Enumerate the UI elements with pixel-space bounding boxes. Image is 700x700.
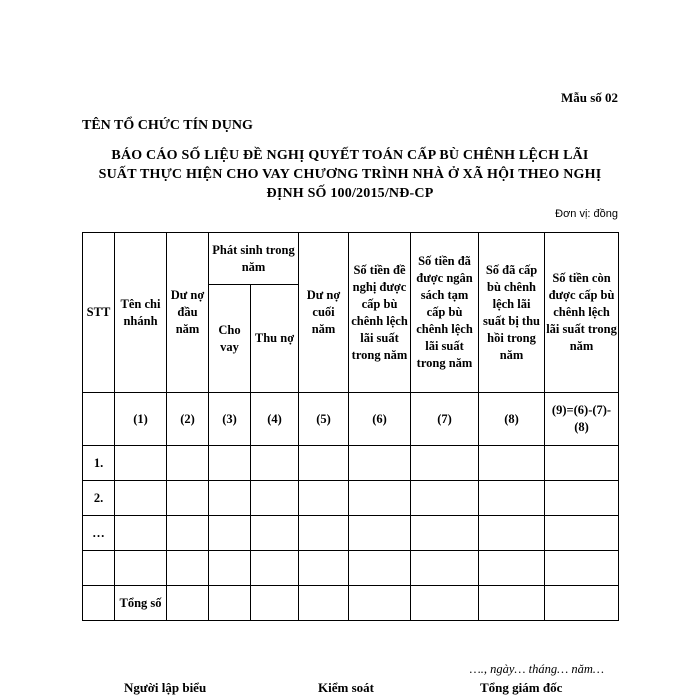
row-number: 1. xyxy=(83,446,115,481)
table-cell[interactable] xyxy=(479,446,545,481)
title-line: ĐỊNH SỐ 100/2015/NĐ-CP xyxy=(266,186,434,201)
table-row xyxy=(83,516,619,551)
form-code: Mẫu số 02 xyxy=(560,90,618,105)
table-cell[interactable] xyxy=(411,551,479,586)
index-label: (3) xyxy=(222,411,237,426)
signer-controller: Kiểm soát xyxy=(318,680,374,695)
table-cell[interactable] xyxy=(115,551,167,586)
index-cell xyxy=(545,393,619,446)
table-cell[interactable] xyxy=(209,516,251,551)
table-cell[interactable] xyxy=(479,481,545,516)
table-cell[interactable] xyxy=(545,446,619,481)
table-cell[interactable] xyxy=(251,551,299,586)
row-number: 2. xyxy=(83,481,115,516)
index-cell xyxy=(411,393,479,446)
table-cell[interactable] xyxy=(251,481,299,516)
header-advanced-amount: Số tiền đã được ngân sách tạm cấp bù chênh lệch lãi suất trong năm xyxy=(411,233,479,393)
table-cell[interactable] xyxy=(209,481,251,516)
index-cell xyxy=(299,393,349,446)
table-cell xyxy=(83,586,115,621)
header-arising: Phát sinh trong năm xyxy=(209,233,299,285)
index-label: (9)=(6)-(7)-(8) xyxy=(551,403,612,434)
table-cell[interactable] xyxy=(115,516,167,551)
header-recovered-amount: Số đã cấp bù chênh lệch lãi suất bị thu hồi trong năm xyxy=(479,233,545,393)
header-opening-balance: Dư nợ đầu năm xyxy=(167,233,209,393)
table-cell[interactable] xyxy=(299,551,349,586)
header-closing-balance: Dư nợ cuối năm xyxy=(299,233,349,393)
date-line: …., ngày… tháng… năm… xyxy=(469,662,604,676)
table-cell[interactable] xyxy=(479,551,545,586)
table-cell[interactable] xyxy=(349,481,411,516)
table-cell[interactable] xyxy=(411,446,479,481)
index-cell xyxy=(479,393,545,446)
table-cell[interactable] xyxy=(411,586,479,621)
table-cell[interactable] xyxy=(209,551,251,586)
table-cell[interactable] xyxy=(209,446,251,481)
index-label: (4) xyxy=(267,411,282,426)
table-cell[interactable] xyxy=(349,551,411,586)
table-cell[interactable] xyxy=(167,446,209,481)
table-cell[interactable] xyxy=(299,481,349,516)
header-remaining-amount: Số tiền còn được cấp bù chênh lệch lãi suất trong năm xyxy=(545,233,619,393)
header-requested-amount: Số tiền đề nghị được cấp bù chênh lệch lãi suất trong năm xyxy=(349,233,411,393)
table-cell[interactable] xyxy=(411,516,479,551)
index-cell xyxy=(83,393,115,446)
header-branch: Tên chi nhánh xyxy=(115,233,167,393)
table-cell[interactable] xyxy=(209,586,251,621)
unit-note: Đơn vị: đồng xyxy=(555,208,618,220)
title-line: SUẤT THỰC HIỆN CHO VAY CHƯƠNG TRÌNH NHÀ Ở XÃ HỘI THEO NGHỊ xyxy=(98,167,602,182)
table-cell[interactable] xyxy=(349,516,411,551)
index-cell xyxy=(251,393,299,446)
report-table xyxy=(82,232,619,621)
table-cell[interactable] xyxy=(545,516,619,551)
table-cell[interactable] xyxy=(479,516,545,551)
index-label: (7) xyxy=(437,411,452,426)
table-cell[interactable] xyxy=(167,516,209,551)
index-cell xyxy=(349,393,411,446)
table-cell[interactable] xyxy=(251,516,299,551)
report-title xyxy=(70,146,630,203)
header-stt: STT xyxy=(83,233,115,393)
index-label: (5) xyxy=(316,411,331,426)
table-row xyxy=(83,481,619,516)
table-cell[interactable] xyxy=(115,481,167,516)
table-cell[interactable] xyxy=(167,586,209,621)
table-cell[interactable] xyxy=(349,586,411,621)
table-cell[interactable] xyxy=(349,446,411,481)
table-cell[interactable] xyxy=(545,586,619,621)
table-cell[interactable] xyxy=(299,446,349,481)
index-cell xyxy=(209,393,251,446)
signer-preparer: Người lập biểu xyxy=(124,680,207,695)
table-cell[interactable] xyxy=(545,551,619,586)
header-lending: Cho vay xyxy=(209,285,251,393)
signer-director: Tổng giám đốc xyxy=(480,680,563,695)
table-cell[interactable] xyxy=(479,586,545,621)
table-cell[interactable] xyxy=(115,446,167,481)
table-row xyxy=(83,551,619,586)
row-number: … xyxy=(83,516,115,551)
index-cell xyxy=(167,393,209,446)
total-label: Tổng số xyxy=(115,586,167,621)
table-cell[interactable] xyxy=(545,481,619,516)
table-cell[interactable] xyxy=(167,551,209,586)
table-cell[interactable] xyxy=(299,586,349,621)
total-row xyxy=(83,586,619,621)
header-collection: Thu nợ xyxy=(251,285,299,393)
table-cell[interactable] xyxy=(251,586,299,621)
title-line: BÁO CÁO SỐ LIỆU ĐỀ NGHỊ QUYẾT TOÁN CẤP BÙ CHÊNH LỆCH LÃI xyxy=(111,148,589,163)
index-cell xyxy=(115,393,167,446)
table-cell[interactable] xyxy=(411,481,479,516)
table-row xyxy=(83,446,619,481)
table-cell[interactable] xyxy=(251,446,299,481)
table-cell[interactable] xyxy=(167,481,209,516)
row-number xyxy=(83,551,115,586)
organization-name: TÊN TỔ CHỨC TÍN DỤNG xyxy=(82,118,253,133)
index-label: (6) xyxy=(372,411,387,426)
column-index-row xyxy=(83,393,619,446)
index-label: (2) xyxy=(180,411,195,426)
table-cell[interactable] xyxy=(299,516,349,551)
index-label: (8) xyxy=(504,411,519,426)
index-label: (1) xyxy=(133,411,148,426)
